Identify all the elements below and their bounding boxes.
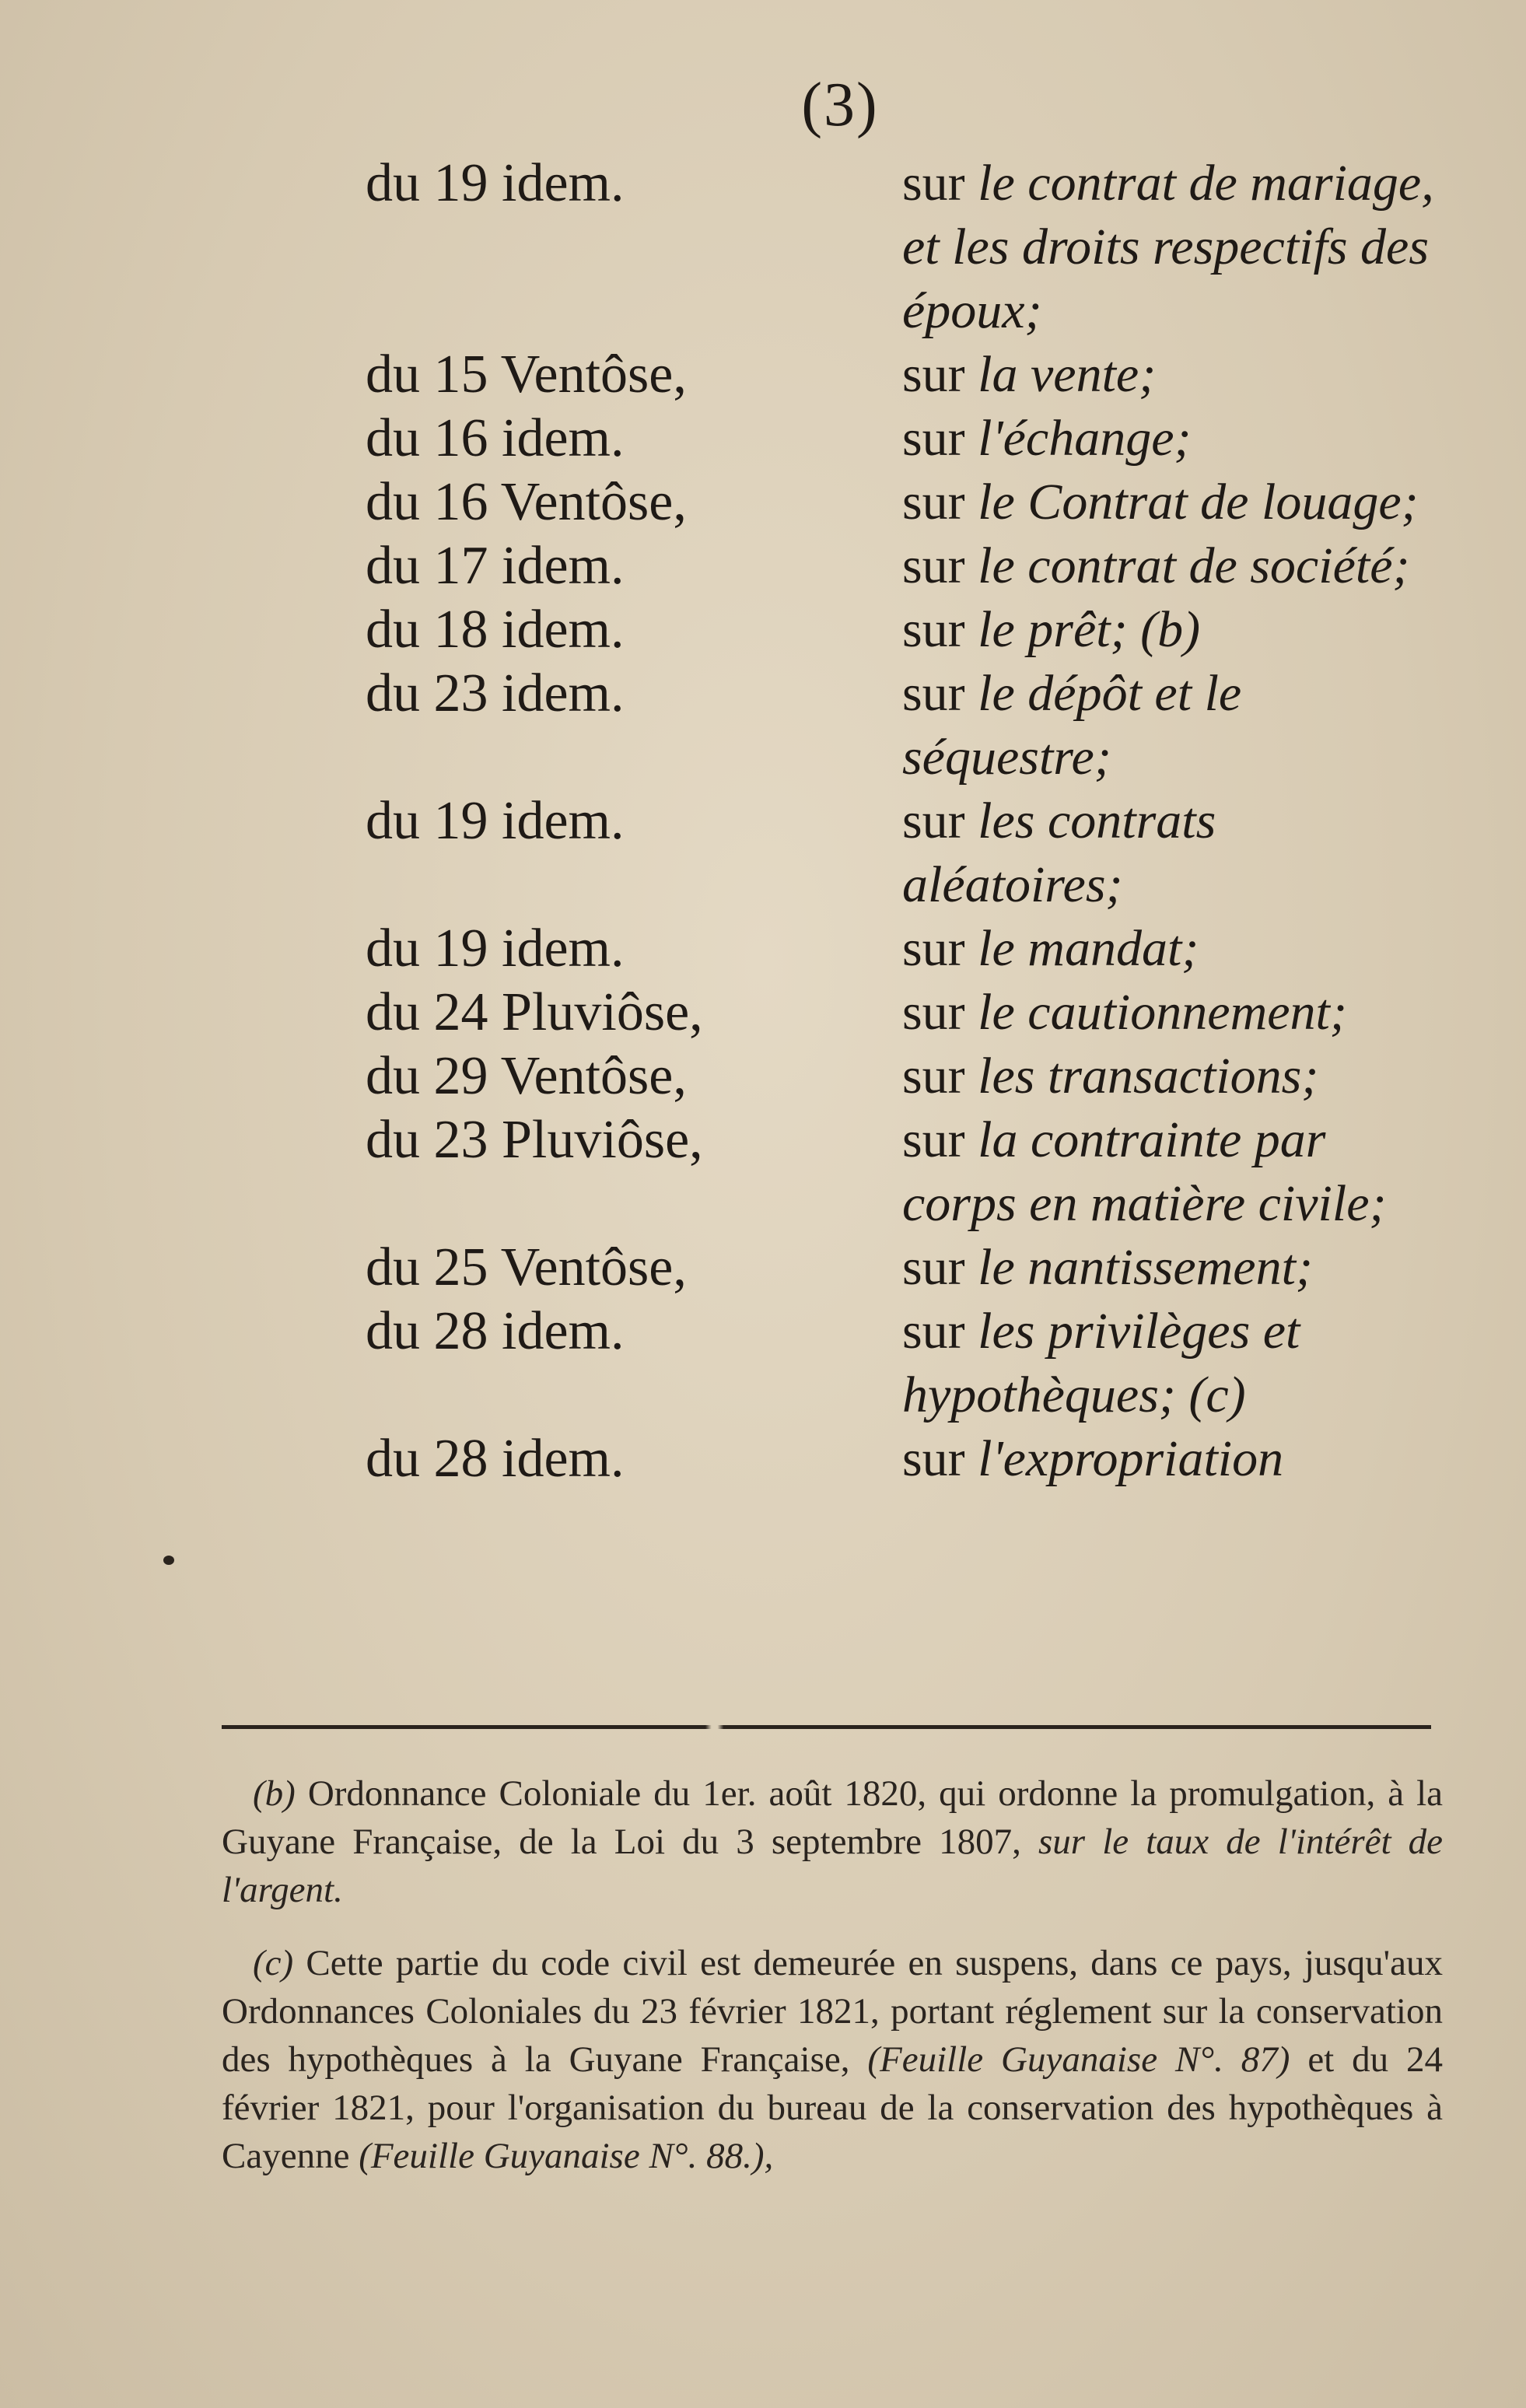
law-entry [0,1045,1526,1108]
entry-law [902,1236,1447,1300]
entry-prefix: sur [902,601,965,658]
entry-prefix: sur [902,1239,965,1296]
entry-date: du 28 idem. [366,1429,625,1489]
footnote-b [222,1769,1443,1914]
entry-prefix: sur [902,920,965,977]
entry-law [902,981,1447,1045]
footnote-text: Cette partie du code civil est demeurée en suspens, dans ce pays, jusqu'aux Ordonnances Coloniales du 23 février 1821, portant réglement sur la conservation des hypothèques à la Guyane Française, [222,1943,1443,2080]
entry-prefix: sur [902,537,965,594]
entry-prefix: sur [902,1048,965,1104]
law-entry [0,1427,1526,1491]
entry-date: du 19 idem. [366,919,625,978]
entry-law [902,343,1447,407]
footnote-text: et du 24 février 1821, pour l'organisation du bureau de la conservation des hypothèques à Cayenne [222,2039,1444,2176]
entry-law [902,534,1447,598]
footnote-marker: (b) [253,1773,296,1814]
entry-subject: le cautionnement; [978,984,1347,1041]
entry-prefix: sur [902,665,965,722]
law-entry [0,1300,1526,1427]
entry-date: du 23 idem. [366,663,625,723]
footnotes [222,1769,1443,2205]
page-number: (3) [801,71,879,139]
entry-date: du 17 idem. [366,536,625,596]
entry-date: du 19 idem. [366,153,625,213]
entry-prefix: sur [902,1111,965,1168]
law-entry [0,534,1526,598]
entry-date: du 15 Ventôse, [366,345,687,404]
entry-date: du 16 Ventôse, [366,472,687,532]
footnote-marker: (c) [253,1943,294,1983]
law-entry [0,1108,1526,1236]
entry-date: du 24 Pluviôse, [366,982,703,1042]
entry-subject: le Contrat de louage; [978,474,1419,530]
entry-law [902,1045,1447,1108]
entry-date: du 19 idem. [366,791,625,851]
entry-subject: le prêt; [978,601,1128,658]
entry-subject: l'échange; [978,410,1192,467]
entry-law [902,789,1447,917]
entry-date: du 25 Ventôse, [366,1237,687,1297]
entry-prefix: sur [902,793,965,849]
law-entry [0,471,1526,534]
entry-subject: le nantissement; [978,1239,1313,1296]
footnote-c [222,1939,1443,2180]
law-entry [0,343,1526,407]
entry-law [902,471,1447,534]
law-entry [0,152,1526,343]
entry-law [902,917,1447,981]
entry-subject: l'expropriation [978,1430,1284,1487]
footnote-ref: (b) [1140,601,1201,658]
entry-subject: les privilèges et hypothèques; [902,1303,1300,1423]
law-entry [0,789,1526,917]
entry-subject: les contrats aléatoires; [902,793,1216,913]
law-entry [0,662,1526,789]
entry-date: du 18 idem. [366,600,625,660]
entry-subject: la contrainte par corps en matière civile; [902,1111,1387,1232]
law-entry [0,917,1526,981]
footnote-text: Ordonnance Coloniale du 1er. août 1820, qui ordonne la promulgation, à la Guyane Française, de la Loi du 3 septembre 1807, [222,1773,1443,1862]
entry-prefix: sur [902,474,965,530]
law-entry [0,407,1526,471]
law-entry [0,981,1526,1045]
entry-prefix: sur [902,346,965,403]
footnote-italic-text: (Feuille Guyanaise N°. 88.), [359,2136,774,2176]
entry-subject: la vente; [978,346,1157,403]
entry-prefix: sur [902,1430,965,1487]
law-list [0,152,1526,1491]
entry-date: du 23 Pluviôse, [366,1110,703,1170]
entry-date: du 28 idem. [366,1301,625,1361]
entry-law [902,1427,1447,1491]
entry-subject: le dépôt et le séquestre; [902,665,1242,786]
entry-law [902,407,1447,471]
entry-law [902,1108,1447,1236]
entry-subject: les transactions; [978,1048,1319,1104]
entry-prefix: sur [902,155,965,212]
entry-subject: le contrat de mariage, et les droits respectifs des époux; [902,155,1434,339]
entry-date: du 29 Ventôse, [366,1046,687,1106]
entry-prefix: sur [902,1303,965,1360]
footnote-ref: (c) [1188,1367,1246,1423]
footnote-separator-rule [222,1725,1431,1729]
footnote-italic-text: sur le taux de l'intérêt de l'argent. [222,1822,1444,1910]
law-entry [0,1236,1526,1300]
footnote-italic-text: (Feuille Guyanaise N°. 87) [867,2039,1290,2080]
entry-date: du 16 idem. [366,408,625,468]
entry-prefix: sur [902,984,965,1041]
entry-prefix: sur [902,410,965,467]
entry-subject: le contrat de société; [978,537,1410,594]
entry-law [902,1300,1447,1427]
entry-subject: le mandat; [978,920,1199,977]
ink-speck [163,1556,174,1565]
entry-law [902,662,1447,789]
entry-law [902,152,1447,343]
entry-law [902,598,1447,662]
law-entry [0,598,1526,662]
